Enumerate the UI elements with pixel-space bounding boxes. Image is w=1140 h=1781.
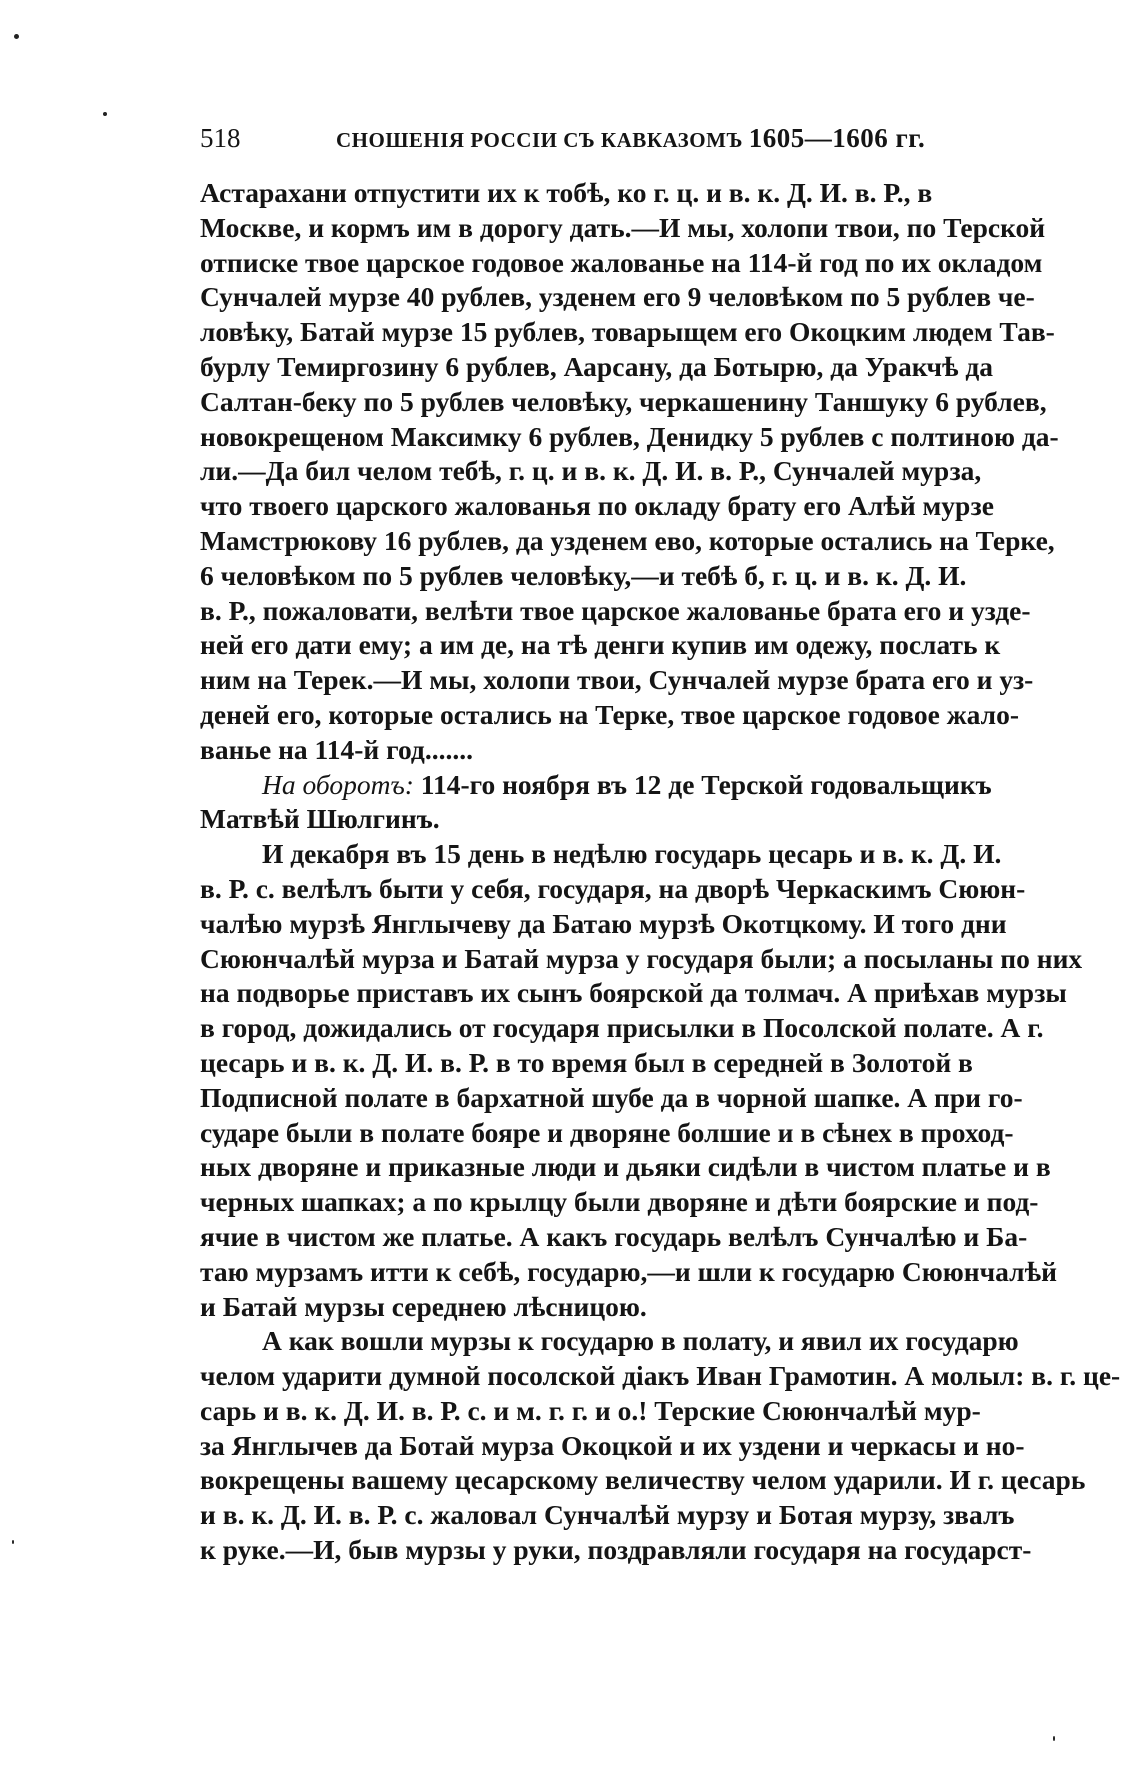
text-fragment: 114-го ноября въ 12 де Терской годовальщикъ (413, 768, 992, 800)
scan-speck (1053, 1736, 1055, 1741)
text-line: И декабря въ 15 день в недѣлю государь цесарь и в. к. Д. И. (262, 838, 1002, 870)
text-line: челом ударити думной посолской діакъ Иван Грамотин. А молыл: в. г. це- (200, 1360, 1121, 1392)
text-line: А как вошли мурзы к государю в полату, и явил их государю (262, 1325, 1019, 1357)
text-line: на подворье приставъ их сынъ боярской да толмач. А приѣхав мурзы (200, 977, 1067, 1009)
text-line: ним на Терек.—И мы, холопи твои, Сунчалей мурзе брата его и уз- (200, 664, 1034, 696)
scan-speck (103, 112, 107, 116)
scan-speck (14, 34, 19, 39)
text-line (200, 768, 992, 803)
text-line: отписке твое царское годовое жалованье на 114-й год по их окладом (200, 246, 1043, 278)
running-title-text: СНОШЕНІЯ РОССІИ СЪ КАВКАЗОМЪ (336, 128, 743, 152)
running-title-years: 1605—1606 гг. (748, 123, 926, 153)
paragraph-1 (200, 176, 1059, 768)
text-line: черных шапках; а по крылцу были дворяне и дѣти боярские и под- (200, 1186, 1039, 1218)
paragraph-3 (200, 837, 1083, 1324)
italic-lead: На оборотъ: (262, 768, 414, 800)
text-line: новокрещеном Максимку 6 рублев, Денидку 5 рублев с полтиною да- (200, 420, 1059, 452)
text-line: цесарь и в. к. Д. И. в. Р. в то время был в середней в Золотой в (200, 1046, 973, 1078)
running-title (336, 118, 925, 160)
page-header (200, 118, 926, 158)
text-line: таю мурзамъ итти к себѣ, государю,—и шли к государю Сююнчалѣй (200, 1255, 1057, 1287)
text-line: ловѣку, Батай мурзе 15 рублев, товарыщем его Окоцким людем Тав- (200, 316, 1055, 348)
scan-speck (12, 1540, 14, 1544)
text-line: в. Р., пожаловати, велѣти твое царское жалованье брата его и узде- (200, 594, 1031, 626)
text-line: за Янглычев да Ботай мурза Окоцкой и их уздени и черкасы и но- (200, 1429, 1025, 1461)
text-line: ячие в чистом же платье. А какъ государь велѣлъ Сунчалѣю и Ба- (200, 1220, 1028, 1252)
body-text (200, 176, 1121, 1568)
text-line: в город, дожидались от государя присылки в Посолской полате. А г. (200, 1012, 1044, 1044)
paragraph-4 (200, 1324, 1121, 1568)
text-line: чалѣю мурзѣ Янглычеву да Батаю мурзѣ Окотцкому. И того дни (200, 907, 1007, 939)
text-line: ли.—Да бил челом тебѣ, г. ц. и в. к. Д. И. в. Р., Сунчалей мурза, (200, 455, 982, 487)
text-line: вокрещены вашему цесарскому величеству челом ударили. И г. цесарь (200, 1464, 1086, 1496)
text-line: бурлу Темиргозину 6 рублев, Аарсану, да Ботырю, да Уракчѣ да (200, 350, 994, 382)
text-line: Астарахани отпустити их к тобѣ, ко г. ц. и в. к. Д. И. в. Р., в (200, 177, 933, 208)
text-line: Матвѣй Шюлгинъ. (200, 803, 440, 835)
text-line: 6 человѣком по 5 рублев человѣку,—и тебѣ б, г. ц. и в. к. Д. И. (200, 559, 967, 591)
text-line: деней его, которые остались на Терке, твое царское годовое жало- (200, 698, 1019, 730)
text-line: в. Р. с. велѣлъ быти у себя, государя, на дворѣ Черкаскимъ Сююн- (200, 872, 1026, 904)
text-line: и в. к. Д. И. в. Р. с. жаловал Сунчалѣй мурзу и Ботая мурзу, звалъ (200, 1499, 1015, 1531)
text-line: ней его дати ему; а им де, на тѣ денги купив им одежу, послать к (200, 629, 1001, 661)
text-line: ных дворяне и приказные люди и дьяки сидѣли в чистом платье и в (200, 1151, 1051, 1183)
text-line: ванье на 114-й год....... (200, 733, 473, 765)
text-line: Салтан-беку по 5 рублев человѣку, черкашенину Таншуку 6 рублев, (200, 385, 1047, 417)
text-line: что твоего царского жалованья по окладу брату его Алѣй мурзе (200, 490, 994, 522)
text-line: Мамстрюкову 16 рублев, да узденем ево, которые остались на Терке, (200, 524, 1055, 556)
page-number: 518 (200, 123, 241, 153)
text-line: сарь и в. к. Д. И. в. Р. с. и м. г. г. и о.! Терские Сююнчалѣй мур- (200, 1394, 981, 1426)
paragraph-2 (200, 768, 992, 838)
text-line: к руке.—И, быв мурзы у руки, поздравляли государя на государст- (200, 1534, 1032, 1566)
text-line: Сююнчалѣй мурза и Батай мурза у государя были; а посыланы по них (200, 942, 1083, 974)
text-line: Подписной полате в бархатной шубе да в чорной шапке. А при го- (200, 1081, 1023, 1113)
text-line: и Батай мурзы середнею лѣсницою. (200, 1290, 647, 1322)
text-line: Москве, и кормъ им в дорогу дать.—И мы, холопи твои, по Терской (200, 211, 1046, 243)
text-line: сударе были в полате бояре и дворяне болшие и в сѣнех в проход- (200, 1116, 1014, 1148)
text-line: Сунчалей мурзе 40 рублев, узденем его 9 человѣком по 5 рублев че- (200, 281, 1035, 313)
